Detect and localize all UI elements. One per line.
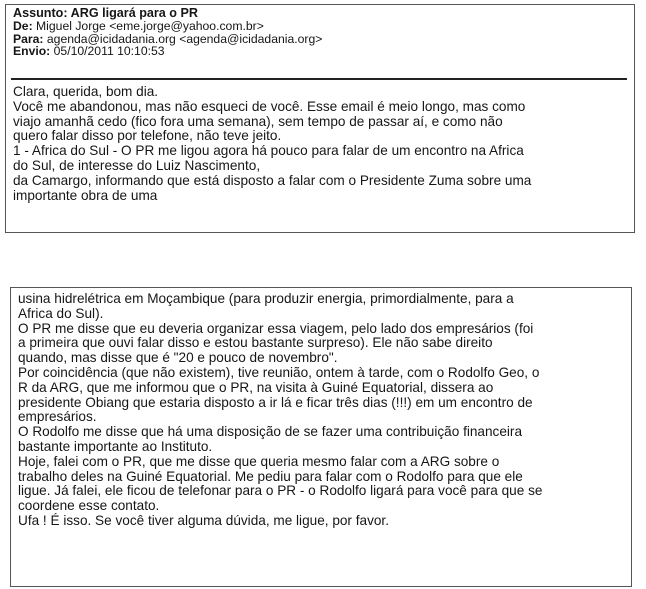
subject-value: ARG ligará para o PR: [70, 6, 198, 20]
sent-value: 05/10/2011 10:10:53: [53, 44, 165, 59]
body-line: presidente Obiang que estaria disposto a ir lá e ficar três dias (!!!) em um encontro de: [18, 394, 533, 410]
body-line: viajo amanhã cedo (fico fora uma semana), sem tempo de passar aí, e como não: [13, 113, 503, 129]
body-line: Hoje, falei com o PR, que me disse que queria mesmo falar com a ARG sobre o: [18, 453, 500, 469]
email-page-2: [10, 287, 632, 587]
body-line: R da ARG, que me informou que o PR, na visita à Guiné Equatorial, dissera ao: [18, 379, 494, 395]
body-line: Africa do Sul).: [18, 305, 104, 321]
subject-label: Assunto:: [13, 6, 68, 20]
body-line: ligue. Já falei, ele ficou de telefonar para o PR - o Rodolfo ligará para você para que se: [18, 483, 543, 499]
body-line: trabalho deles na Guiné Equatorial. Me pediu para falar com o Rodolfo para que ele: [18, 468, 523, 484]
body-line: do Sul, de interesse do Luiz Nascimento,: [13, 157, 261, 173]
email-page-1: [5, 4, 635, 233]
from-value: Miguel Jorge <eme.jorge@yahoo.com.br>: [36, 18, 264, 33]
body-line: da Camargo, informando que está disposto a falar com o Presidente Zuma sobre uma: [13, 172, 532, 188]
to-value: agenda@icidadania.org <agenda@icidadania.org>: [46, 31, 323, 46]
body-line: bastante importante ao Instituto.: [18, 438, 213, 454]
email-header: [13, 7, 322, 58]
header-divider: [11, 78, 627, 80]
email-body-part-1: [13, 85, 628, 203]
body-line: O PR me disse que eu deveria organizar essa viagem, pelo lado dos empresários (foi: [18, 320, 534, 336]
body-line: quero falar disso por telefone, não teve jeito.: [13, 128, 282, 144]
body-line: 1 - Africa do Sul - O PR me ligou agora há pouco para falar de um encontro na Africa: [13, 143, 524, 159]
to-label: Para:: [13, 31, 44, 46]
body-line: O Rodolfo me disse que há uma disposição de se fazer uma contribuição financeira: [18, 424, 523, 440]
email-body-part-2: [18, 292, 625, 529]
body-line: empresários.: [18, 409, 97, 425]
sent-label: Envio:: [13, 44, 51, 59]
body-line: usina hidrelétrica em Moçambique (para produzir energia, primordialmente, para a: [18, 291, 514, 306]
sent-row: [13, 45, 322, 58]
body-line: a primeira que ouvi falar disso e estou bastante surpreso). Ele não sabe direito: [18, 335, 493, 351]
body-line: importante obra de uma: [13, 187, 158, 203]
body-line: quando, mas disse que é "20 e pouco de novembro".: [18, 350, 338, 366]
body-line: Por coincidência (que não existem), tive reunião, ontem à tarde, com o Rodolfo Geo, o: [18, 364, 540, 380]
from-label: De:: [13, 18, 33, 33]
body-line: coordene esse contato.: [18, 498, 160, 514]
body-line: Clara, querida, bom dia.: [13, 84, 159, 99]
body-line: Ufa ! É isso. Se você tiver alguma dúvida, me ligue, por favor.: [18, 512, 389, 528]
body-line: Você me abandonou, mas não esqueci de você. Esse email é meio longo, mas como: [13, 98, 526, 114]
